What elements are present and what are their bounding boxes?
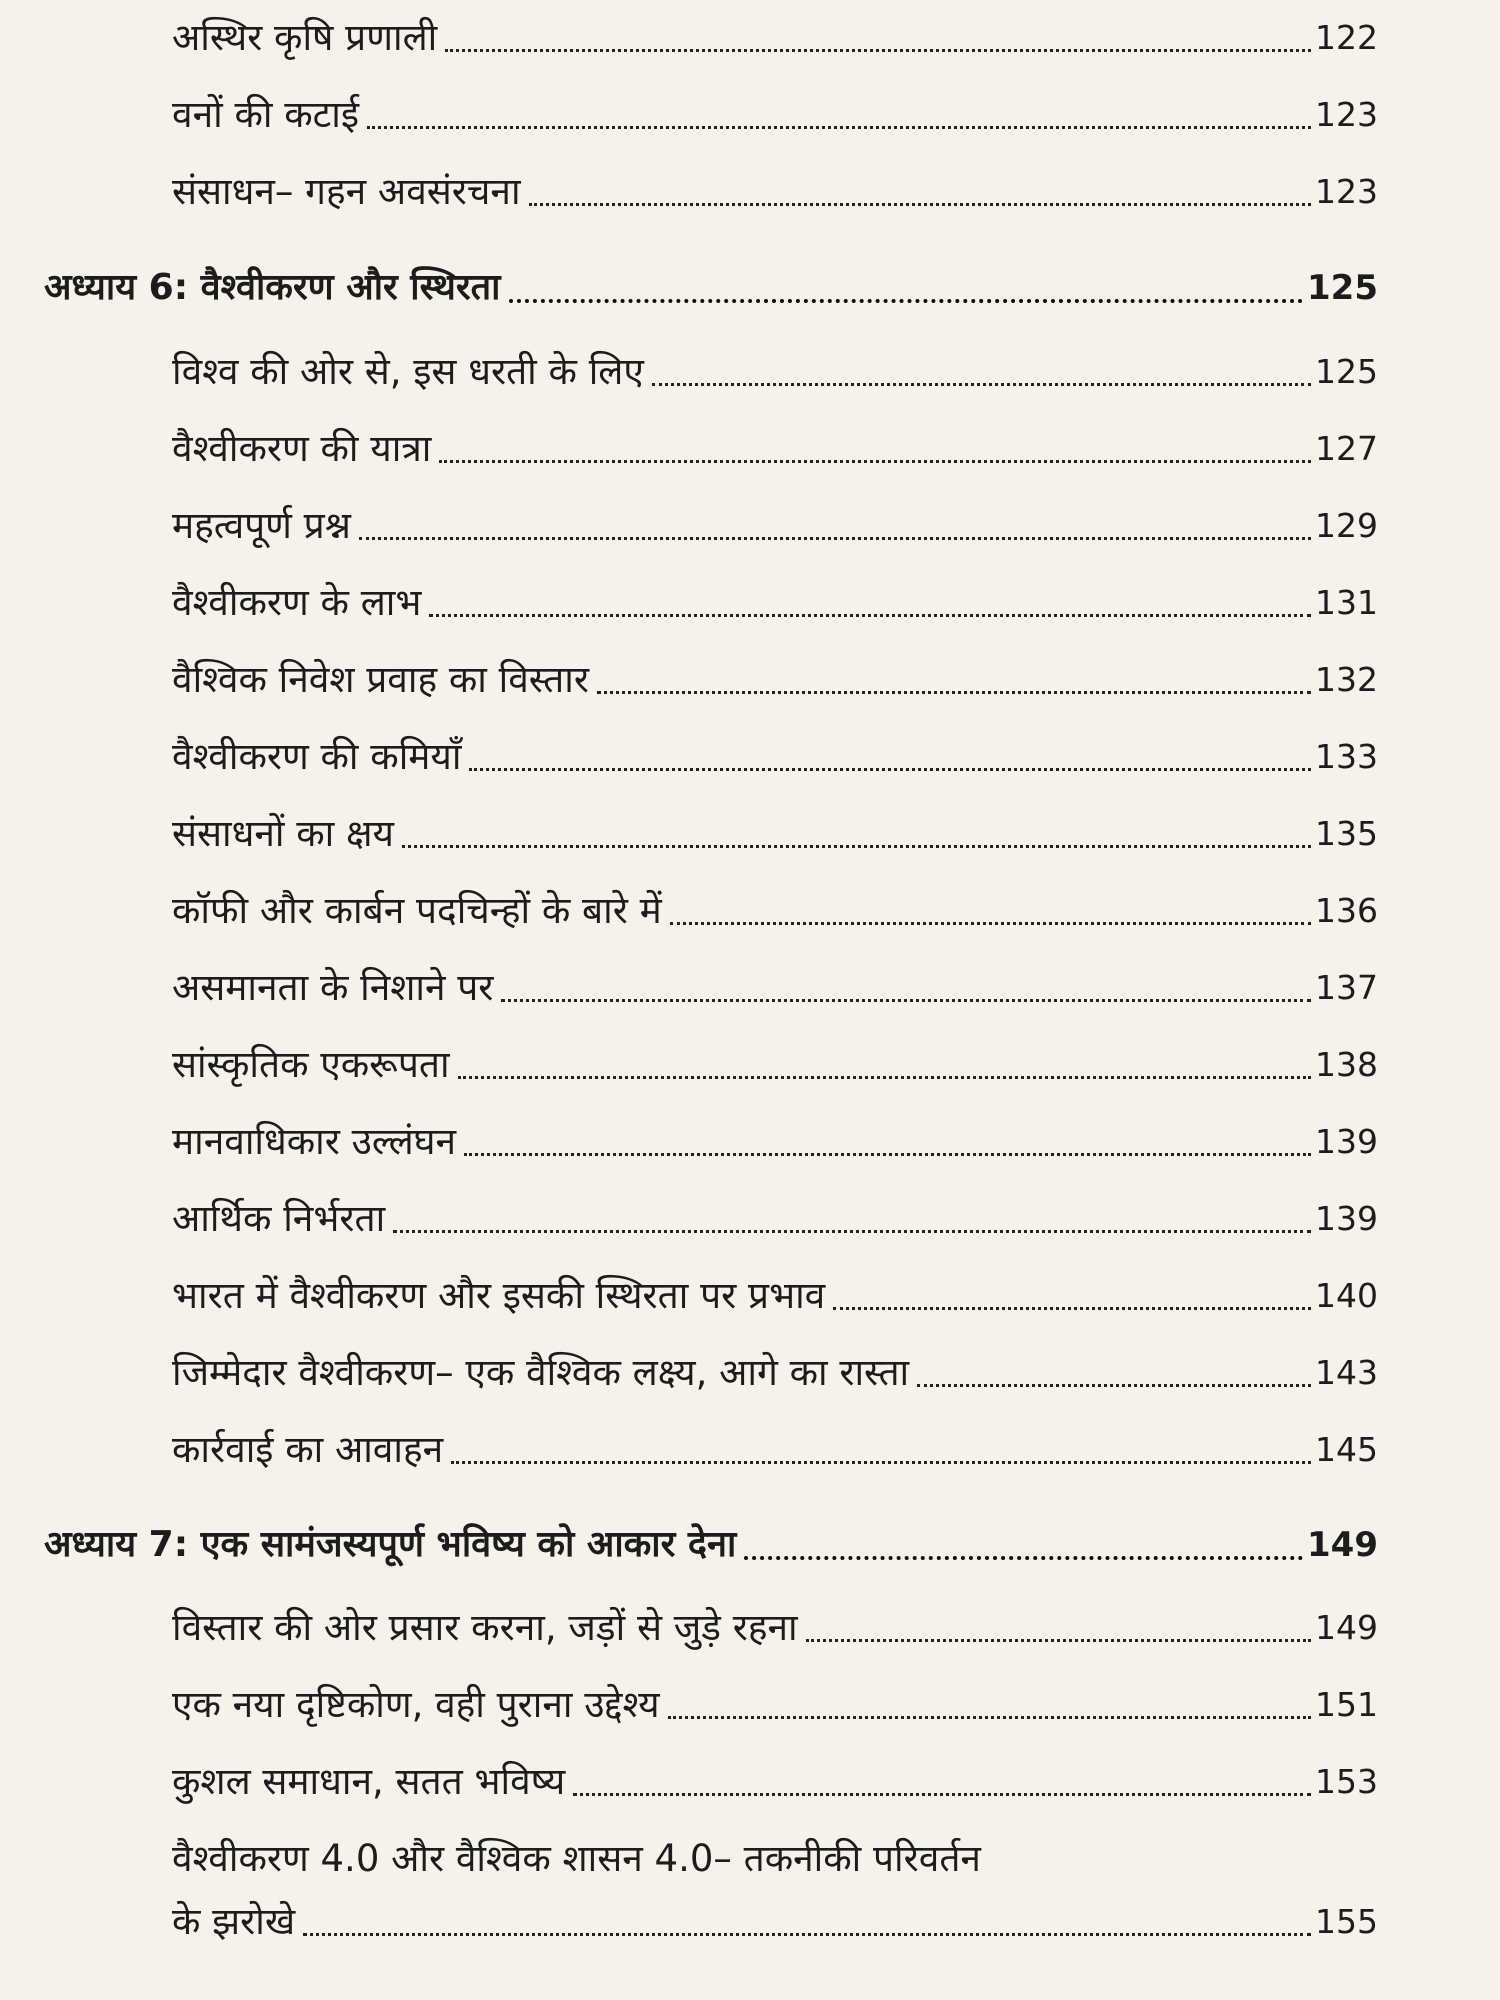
toc-entry-title: सांस्कृतिक एकरूपता — [172, 1043, 450, 1086]
toc-chapter — [0, 1515, 1500, 1575]
toc-entry-title: विस्तार की ओर प्रसार करना, जड़ों से जुड़े रहना — [172, 1606, 798, 1649]
toc-entry-page: 135 — [1315, 814, 1378, 853]
toc-entry — [0, 419, 1500, 479]
toc-entry — [0, 1892, 1500, 1952]
dot-leader — [464, 1153, 1311, 1156]
dot-leader — [469, 768, 1311, 771]
toc-entry — [0, 727, 1500, 787]
toc-entry — [0, 573, 1500, 633]
toc-entry — [0, 650, 1500, 710]
toc-entry — [0, 804, 1500, 864]
toc-entry-page: 145 — [1315, 1430, 1378, 1469]
dot-leader — [529, 203, 1311, 206]
dot-leader — [359, 537, 1311, 540]
toc-entry — [0, 1343, 1500, 1403]
toc-entry — [0, 496, 1500, 556]
toc-entry — [0, 1189, 1500, 1249]
toc-entry — [0, 342, 1500, 402]
toc-chapter-title: अध्याय 6: वैश्वीकरण और स्थिरता — [44, 267, 501, 308]
toc-entry-page: 136 — [1315, 891, 1378, 930]
toc-chapter-page: 125 — [1307, 268, 1378, 308]
dot-leader — [501, 999, 1311, 1002]
toc-entry-page: 143 — [1315, 1353, 1378, 1392]
dot-leader — [668, 1716, 1311, 1719]
dot-leader — [429, 614, 1311, 617]
toc-entry-page: 153 — [1315, 1762, 1378, 1801]
toc-entry-title: असमानता के निशाने पर — [172, 966, 494, 1009]
toc-entry — [0, 1598, 1500, 1658]
toc-entry — [0, 1752, 1500, 1812]
toc-entry-title: कार्रवाई का आवाहन — [172, 1428, 444, 1471]
dot-leader — [402, 845, 1311, 848]
toc-entry-page: 139 — [1315, 1122, 1378, 1161]
toc-entry — [0, 85, 1500, 145]
toc-entry-title: कॉफी और कार्बन पदचिन्हों के बारे में — [172, 889, 662, 932]
toc-chapter-page: 149 — [1307, 1525, 1378, 1565]
dot-leader — [458, 1076, 1311, 1079]
toc-entry-page: 139 — [1315, 1199, 1378, 1238]
toc-entry-page: 123 — [1315, 172, 1378, 211]
dot-leader — [744, 1556, 1303, 1560]
toc-entry — [0, 958, 1500, 1018]
toc-entry-page: 138 — [1315, 1045, 1378, 1084]
toc-chapter — [0, 258, 1500, 318]
dot-leader — [439, 460, 1311, 463]
toc-entry-title: भारत में वैश्वीकरण और इसकी स्थिरता पर प्रभाव — [172, 1274, 826, 1317]
toc-entry-page: 140 — [1315, 1276, 1378, 1315]
toc-entry-title: वैश्वीकरण के लाभ — [172, 581, 422, 624]
dot-leader — [833, 1307, 1311, 1310]
dot-leader — [393, 1230, 1311, 1233]
dot-leader — [806, 1639, 1311, 1642]
toc-entry-page: 131 — [1315, 583, 1378, 622]
toc-entry-title: संसाधनों का क्षय — [172, 812, 394, 855]
toc-entry-title-line1: वैश्वीकरण 4.0 और वैश्विक शासन 4.0– तकनीकी परिवर्तन — [172, 1837, 981, 1880]
toc-entry-title: अस्थिर कृषि प्रणाली — [172, 16, 438, 59]
toc-entry-title: जिम्मेदार वैश्वीकरण– एक वैश्विक लक्ष्य, आगे का रास्ता — [172, 1351, 910, 1394]
toc-entry-title: वैश्वीकरण की यात्रा — [172, 427, 432, 470]
toc-entry-page: 151 — [1315, 1685, 1378, 1724]
toc-entry — [0, 8, 1500, 68]
toc-entry-title: संसाधन– गहन अवसंरचना — [172, 170, 521, 213]
toc-entry — [0, 1420, 1500, 1480]
dot-leader — [303, 1933, 1311, 1936]
dot-leader — [451, 1461, 1311, 1464]
toc-entry-page: 123 — [1315, 95, 1378, 134]
toc-entry-page: 137 — [1315, 968, 1378, 1007]
toc-entry-title-line2: के झरोखे — [172, 1900, 296, 1943]
toc-entry-title: मानवाधिकार उल्लंघन — [172, 1120, 457, 1163]
dot-leader — [367, 126, 1311, 129]
toc-entry — [0, 1112, 1500, 1172]
toc-entry-page: 127 — [1315, 429, 1378, 468]
toc-chapter-title: अध्याय 7: एक सामंजस्यपूर्ण भविष्य को आकार देना — [44, 1524, 737, 1565]
toc-entry-page: 133 — [1315, 737, 1378, 776]
toc-entry-title: वैश्विक निवेश प्रवाह का विस्तार — [172, 658, 589, 701]
dot-leader — [652, 383, 1311, 386]
toc-entry — [0, 162, 1500, 222]
toc-entry-title: विश्व की ओर से, इस धरती के लिए — [172, 350, 644, 393]
dot-leader — [509, 299, 1304, 303]
toc-entry-title: वनों की कटाई — [172, 93, 360, 136]
dot-leader — [597, 691, 1311, 694]
dot-leader — [670, 922, 1311, 925]
toc-entry-page: 155 — [1315, 1902, 1378, 1941]
toc-entry-page: 129 — [1315, 506, 1378, 545]
toc-entry-page: 132 — [1315, 660, 1378, 699]
toc-entry-page: 149 — [1315, 1608, 1378, 1647]
toc-entry-title: वैश्वीकरण की कमियाँ — [172, 735, 462, 778]
dot-leader — [573, 1793, 1311, 1796]
toc-entry-title: एक नया दृष्टिकोण, वही पुराना उद्देश्य — [172, 1683, 660, 1726]
toc-entry — [0, 1266, 1500, 1326]
toc-entry-title: कुशल समाधान, सतत भविष्य — [172, 1760, 566, 1803]
toc-entry — [0, 1675, 1500, 1735]
dot-leader — [445, 49, 1311, 52]
toc-entry — [0, 1035, 1500, 1095]
toc-entry — [0, 881, 1500, 941]
toc-entry-page: 122 — [1315, 18, 1378, 57]
toc-entry-title: आर्थिक निर्भरता — [172, 1197, 386, 1240]
toc-entry-title: महत्वपूर्ण प्रश्न — [172, 504, 351, 547]
toc-entry-page: 125 — [1315, 352, 1378, 391]
